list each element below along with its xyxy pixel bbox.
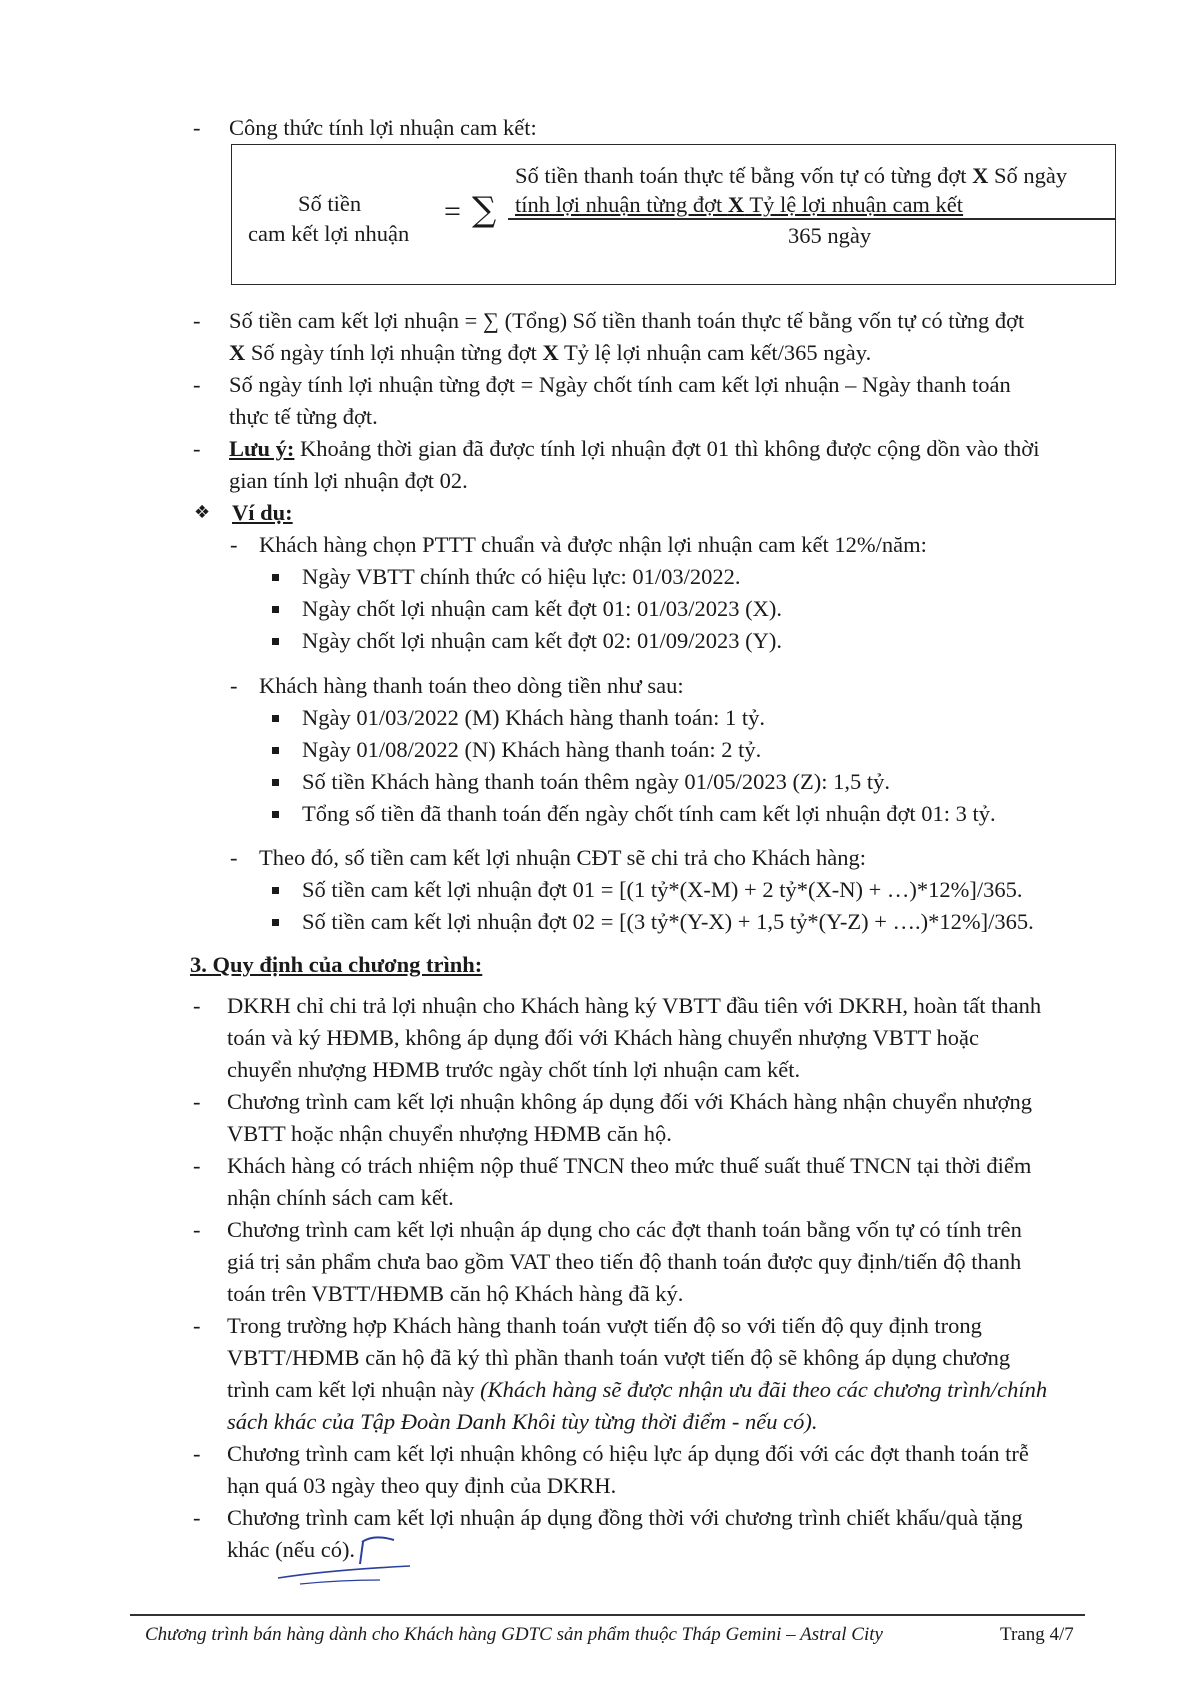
- dash-bullet: -: [230, 532, 238, 557]
- rule-text: Khách hàng có trách nhiệm nộp thuế TNCN theo mức thuế suất thuế TNCN tại thời điểm: [227, 1153, 1032, 1178]
- bullet-text: gian tính lợi nhuận đợt 02.: [229, 468, 468, 493]
- square-bullet-icon: [272, 574, 279, 581]
- footer-rule: [130, 1614, 1085, 1616]
- rule-text: toán trên VBTT/HĐMB căn hộ Khách hàng đã ký.: [227, 1281, 684, 1306]
- rule-text: hạn quá 03 ngày theo quy định của DKRH.: [227, 1473, 617, 1498]
- example-item: Số tiền Khách hàng thanh toán thêm ngày 01/05/2023 (Z): 1,5 tỷ.: [302, 769, 891, 794]
- rule-text: toán và ký HĐMB, không áp dụng đối với Khách hàng chuyển nhượng VBTT hoặc: [227, 1025, 979, 1050]
- example-item: Số tiền cam kết lợi nhuận đợt 02 = [(3 tỷ*(Y-X) + 1,5 tỷ*(Y-Z) + ….)*12%]/365.: [302, 909, 1034, 934]
- square-bullet-icon: [272, 887, 279, 894]
- diamond-bullet-icon: ❖: [194, 502, 211, 523]
- square-bullet-icon: [272, 747, 279, 754]
- rule-text: giá trị sản phẩm chưa bao gồm VAT theo tiến độ thanh toán được quy định/tiến độ thanh: [227, 1249, 1022, 1274]
- example-item: Ngày chốt lợi nhuận cam kết đợt 02: 01/09/2023 (Y).: [302, 628, 782, 653]
- formula-numerator-line1: Số tiền thanh toán thực tế bằng vốn tự có từng đợt X Số ngày: [515, 163, 1068, 188]
- rule-text: VBTT/HĐMB căn hộ đã ký thì phần thanh toán vượt tiến độ sẽ không áp dụng chương: [227, 1345, 1011, 1370]
- footer-title: Chương trình bán hàng dành cho Khách hàng GDTC sản phẩm thuộc Tháp Gemini – Astral City: [145, 1624, 883, 1645]
- signature-mark: [270, 1530, 420, 1590]
- dash-bullet: -: [193, 1089, 201, 1114]
- formula-equals: =: [444, 195, 461, 228]
- example-item: Ngày VBTT chính thức có hiệu lực: 01/03/2022.: [302, 564, 741, 589]
- dash-bullet: -: [193, 308, 201, 333]
- example-heading: Ví dụ:: [232, 500, 293, 525]
- square-bullet-icon: [272, 779, 279, 786]
- dash-bullet: -: [193, 1505, 201, 1530]
- example-item: Số tiền cam kết lợi nhuận đợt 01 = [(1 tỷ*(X-M) + 2 tỷ*(X-N) + …)*12%]/365.: [302, 877, 1023, 902]
- rule-text: khác (nếu có).: [227, 1537, 356, 1562]
- rule-text: Chương trình cam kết lợi nhuận không áp dụng đối với Khách hàng nhận chuyển nhượng: [227, 1089, 1032, 1114]
- note-label: Lưu ý:: [229, 436, 295, 461]
- formula-sigma: ∑: [472, 190, 497, 230]
- square-bullet-icon: [272, 638, 279, 645]
- formula-denominator: 365 ngày: [788, 223, 872, 248]
- rule-text: trình cam kết lợi nhuận này (Khách hàng sẽ được nhận ưu đãi theo các chương trình/chính: [227, 1377, 1048, 1402]
- square-bullet-icon: [272, 919, 279, 926]
- bullet-text: Số tiền cam kết lợi nhuận = ∑ (Tổng) Số tiền thanh toán thực tế bằng vốn tự có từng đợt: [229, 308, 1025, 333]
- rule-text: DKRH chỉ chi trả lợi nhuận cho Khách hàng ký VBTT đầu tiên với DKRH, hoàn tất thanh: [227, 993, 1042, 1018]
- rule-text: Chương trình cam kết lợi nhuận không có hiệu lực áp dụng đối với các đợt thanh toán trễ: [227, 1441, 1029, 1466]
- bullet-text: thực tế từng đợt.: [229, 404, 378, 429]
- dash-bullet: -: [230, 845, 238, 870]
- dash-bullet: -: [193, 993, 201, 1018]
- section3-heading: 3. Quy định của chương trình:: [190, 952, 483, 977]
- bullet-text: Lưu ý: Khoảng thời gian đã được tính lợi nhuận đợt 01 thì không được cộng dồn vào thời: [229, 436, 1040, 461]
- rule-text: sách khác của Tập Đoàn Danh Khôi tùy từng thời điểm - nếu có).: [227, 1409, 818, 1434]
- rule-text: nhận chính sách cam kết.: [227, 1185, 454, 1210]
- square-bullet-icon: [272, 811, 279, 818]
- square-bullet-icon: [272, 715, 279, 722]
- bullet-text: Số ngày tính lợi nhuận từng đợt = Ngày chốt tính cam kết lợi nhuận – Ngày thanh toán: [229, 372, 1011, 397]
- example-group-title: Theo đó, số tiền cam kết lợi nhuận CĐT sẽ chi trả cho Khách hàng:: [259, 845, 866, 870]
- dash-bullet: -: [193, 1153, 201, 1178]
- example-item: Ngày 01/03/2022 (M) Khách hàng thanh toán: 1 tỷ.: [302, 705, 766, 730]
- example-item: Tổng số tiền đã thanh toán đến ngày chốt tính cam kết lợi nhuận đợt 01: 3 tỷ.: [302, 801, 996, 826]
- dash-bullet: -: [193, 436, 201, 461]
- example-item: Ngày chốt lợi nhuận cam kết đợt 01: 01/03/2023 (X).: [302, 596, 782, 621]
- formula-numerator-line2: tính lợi nhuận từng đợt X Tỷ lệ lợi nhuận cam kết: [515, 192, 964, 217]
- example-group-title: Khách hàng thanh toán theo dòng tiền như sau:: [259, 673, 684, 698]
- dash-bullet: -: [230, 673, 238, 698]
- example-group-title: Khách hàng chọn PTTT chuẩn và được nhận lợi nhuận cam kết 12%/năm:: [259, 532, 927, 557]
- rule-text: Trong trường hợp Khách hàng thanh toán vượt tiến độ so với tiến độ quy định trong: [227, 1313, 982, 1338]
- formula-lhs-line1: Số tiền: [298, 191, 362, 216]
- bullet-text: X Số ngày tính lợi nhuận từng đợt X Tỷ lệ lợi nhuận cam kết/365 ngày.: [229, 340, 872, 365]
- dash-bullet: -: [193, 1441, 201, 1466]
- page-number: Trang 4/7: [1000, 1624, 1074, 1645]
- rule-text: Chương trình cam kết lợi nhuận áp dụng đồng thời với chương trình chiết khấu/quà tặng: [227, 1505, 1023, 1530]
- formula-lhs-line2: cam kết lợi nhuận: [248, 221, 410, 246]
- square-bullet-icon: [272, 606, 279, 613]
- example-item: Ngày 01/08/2022 (N) Khách hàng thanh toán: 2 tỷ.: [302, 737, 762, 762]
- formula-intro: Công thức tính lợi nhuận cam kết:: [229, 115, 537, 140]
- dash-bullet: -: [193, 1313, 201, 1338]
- rule-text: VBTT hoặc nhận chuyển nhượng HĐMB căn hộ.: [227, 1121, 672, 1146]
- rule-text: Chương trình cam kết lợi nhuận áp dụng cho các đợt thanh toán bằng vốn tự có tính trên: [227, 1217, 1022, 1242]
- dash-bullet: -: [193, 115, 201, 140]
- dash-bullet: -: [193, 372, 201, 397]
- dash-bullet: -: [193, 1217, 201, 1242]
- rule-text: chuyển nhượng HĐMB trước ngày chốt tính lợi nhuận cam kết.: [227, 1057, 801, 1082]
